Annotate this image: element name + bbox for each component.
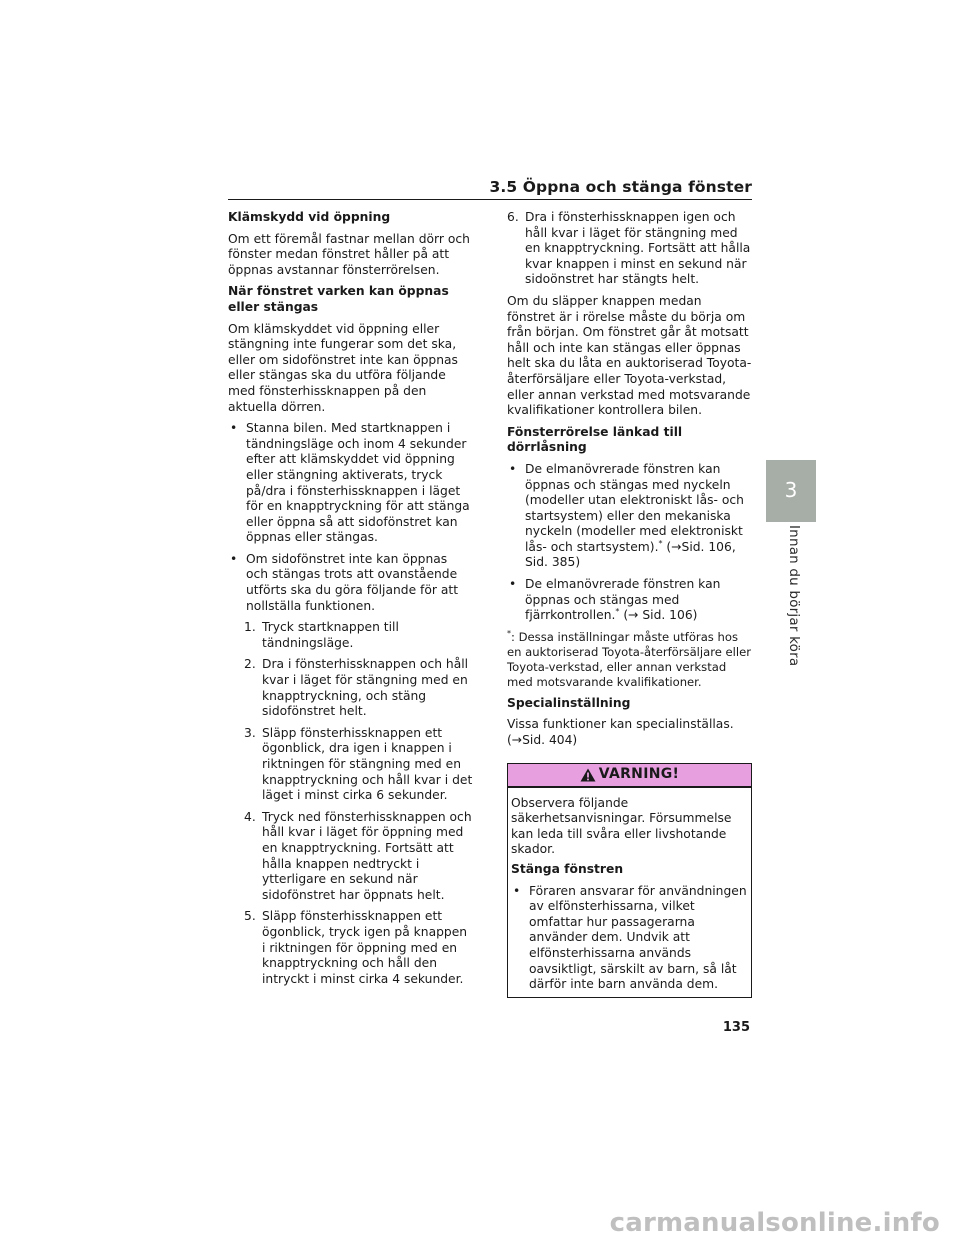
warning-title: VARNING! (598, 765, 680, 782)
warning-box (507, 763, 752, 998)
page-reference: (→ Sid. 106) (619, 608, 698, 623)
bullet-mark: • (230, 421, 238, 436)
paragraph: Vissa funktioner kan specialinställas. (→Sid. 404) (507, 717, 734, 748)
step-text: Släpp fönsterhissknappen ett ögonblick, tryck igen på knappen i riktningen för öppning med en knapptryckning och håll den intryckt i minst cirka 4 sekunder. (262, 909, 468, 986)
bullet-text: De elmanövrerade fönstren kan öppnas och stängas med nyckeln (modeller utan elektroniskt lås- och startsystem) eller den mekaniska nyckeln (modeller med elektroniskt lås- och startsystem). (525, 461, 744, 554)
step-text: Tryck startknappen till tändningsläge. (262, 620, 399, 650)
warning-intro: Observera följande säkerhetsanvisningar. Försummelse kan leda till svåra eller livshotande skador. (511, 795, 732, 857)
step-number: 5. (244, 909, 256, 924)
bullet-item (228, 552, 473, 614)
paragraph: Om ett föremål fastnar mellan dörr och fönster medan fönstret håller på att öppnas avstannar fönsterrörelsen. (228, 231, 470, 277)
step-number: 2. (244, 657, 256, 672)
bullet-mark: • (230, 551, 238, 566)
heading-pinch-protection: Klämskydd vid öppning (228, 210, 391, 224)
watermark: carmanualsonline.info (609, 1208, 940, 1238)
chapter-label: Innan du börjar köra (786, 525, 802, 667)
page-reference: (→Sid. 106, Sid. 385) (525, 539, 736, 570)
section-title: 3.5 Öppna och stänga fönster (489, 178, 752, 196)
header-divider (228, 199, 752, 200)
step-text: Dra i fönsterhissknappen igen och håll kvar i läget för stängning med en knapptryckning. Fortsätt att hålla kvar knappen i minst en sekund när sidoönstret har stängts helt. (525, 210, 751, 287)
step-item (507, 210, 752, 288)
paragraph: Om du släpper knappen medan fönstret är i rörelse måste du börja om från början. Om fönstret går åt motsatt håll och inte kan stängas eller öppnas helt ska du låta en auktoriserad Toyota-återförsäljare eller Toyota-verkstad, eller annan verkstad med motsvarande kvalifikationer kontrollera bilen. (507, 293, 752, 418)
bullet-text: Föraren ansvarar för användningen av elfönsterhissarna, vilket omfattar hur passagerarna använder dem. Undvik att elfönsterhissarna används oavsiktligt, särskilt av barn, så låt därför inte barn använda dem. (529, 883, 747, 992)
step-item (244, 726, 473, 804)
step-number: 1. (244, 620, 256, 635)
bullet-text: Om sidofönstret inte kan öppnas och stängas trots att ovanstående utförts ska du göra följande för att nollställa funktionen. (246, 551, 459, 613)
heading-door-lock-linked: Fönsterrörelse länkad till dörrlåsning (507, 424, 683, 455)
chapter-number: 3 (784, 478, 798, 502)
step-item (244, 909, 473, 987)
warning-header (508, 764, 751, 788)
bullet-item (228, 421, 473, 546)
footnote-text: : Dessa inställningar måste utföras hos en auktoriserad Toyota-återförsäljare eller Toyota-verkstad, eller annan verkstad med motsvarande kvalifikationer. (507, 629, 752, 689)
right-column (507, 210, 752, 998)
step-item (244, 620, 473, 651)
bullet-mark: • (513, 883, 521, 898)
page-number: 135 (722, 1020, 750, 1035)
warning-bullet (511, 884, 747, 993)
step-text: Tryck ned fönsterhissknappen och håll kvar i läget för öppning med en knapptryckning. Fortsätt att hålla knappen nedtryckt i ytterligare en sekund när sidofönstret har öppnats helt. (262, 809, 472, 902)
footnote-marker: * (507, 628, 511, 638)
warning-triangle-icon (580, 768, 596, 782)
step-text: Dra i fönsterhissknappen och håll kvar i läget för stängning med en knapptryckning, och stäng sidofönstret helt. (262, 657, 469, 719)
step-text: Släpp fönsterhissknappen ett ögonblick, dra igen i knappen i riktningen för stängning med en knapptryckning och håll kvar i det läget i minst cirka 6 sekunder. (262, 725, 473, 803)
step-number: 6. (507, 210, 519, 224)
paragraph: Om klämskyddet vid öppning eller stängning inte fungerar som det ska, eller om sidofönstret inte kan öppnas eller stängas ska du utföra följande med fönsterhissknappen på den aktuella dörren. (228, 321, 458, 414)
step-number: 4. (244, 809, 256, 824)
bullet-mark: • (509, 461, 517, 476)
bullet-item (507, 577, 752, 624)
step-item (244, 657, 473, 719)
footnote (507, 630, 752, 690)
bullet-text: Stanna bilen. Med startknappen i tändningsläge och inom 4 sekunder efter att klämskyddet vid öppning eller stängning aktiverats, tryck på/dra i fönsterhissknappen i läget för en knapptryckning för att stänga eller öppna så att sidofönstret kan öppnas eller stängas. (246, 421, 470, 545)
step-item (244, 810, 473, 904)
heading-window-stuck: När fönstret varken kan öppnas eller stängas (228, 284, 449, 314)
bullet-item (507, 462, 752, 571)
heading-customization: Specialinställning (507, 695, 631, 710)
bullet-text: De elmanövrerade fönstren kan öppnas och stängas med fjärrkontrollen. (525, 577, 721, 623)
step-number: 3. (244, 725, 256, 740)
chapter-tab (766, 460, 816, 522)
left-column (228, 210, 473, 993)
footnote-marker: * (658, 538, 663, 548)
footnote-marker: * (615, 607, 620, 617)
warning-subheading: Stänga fönstren (511, 862, 624, 876)
warning-body (508, 788, 751, 997)
bullet-mark: • (509, 577, 517, 592)
